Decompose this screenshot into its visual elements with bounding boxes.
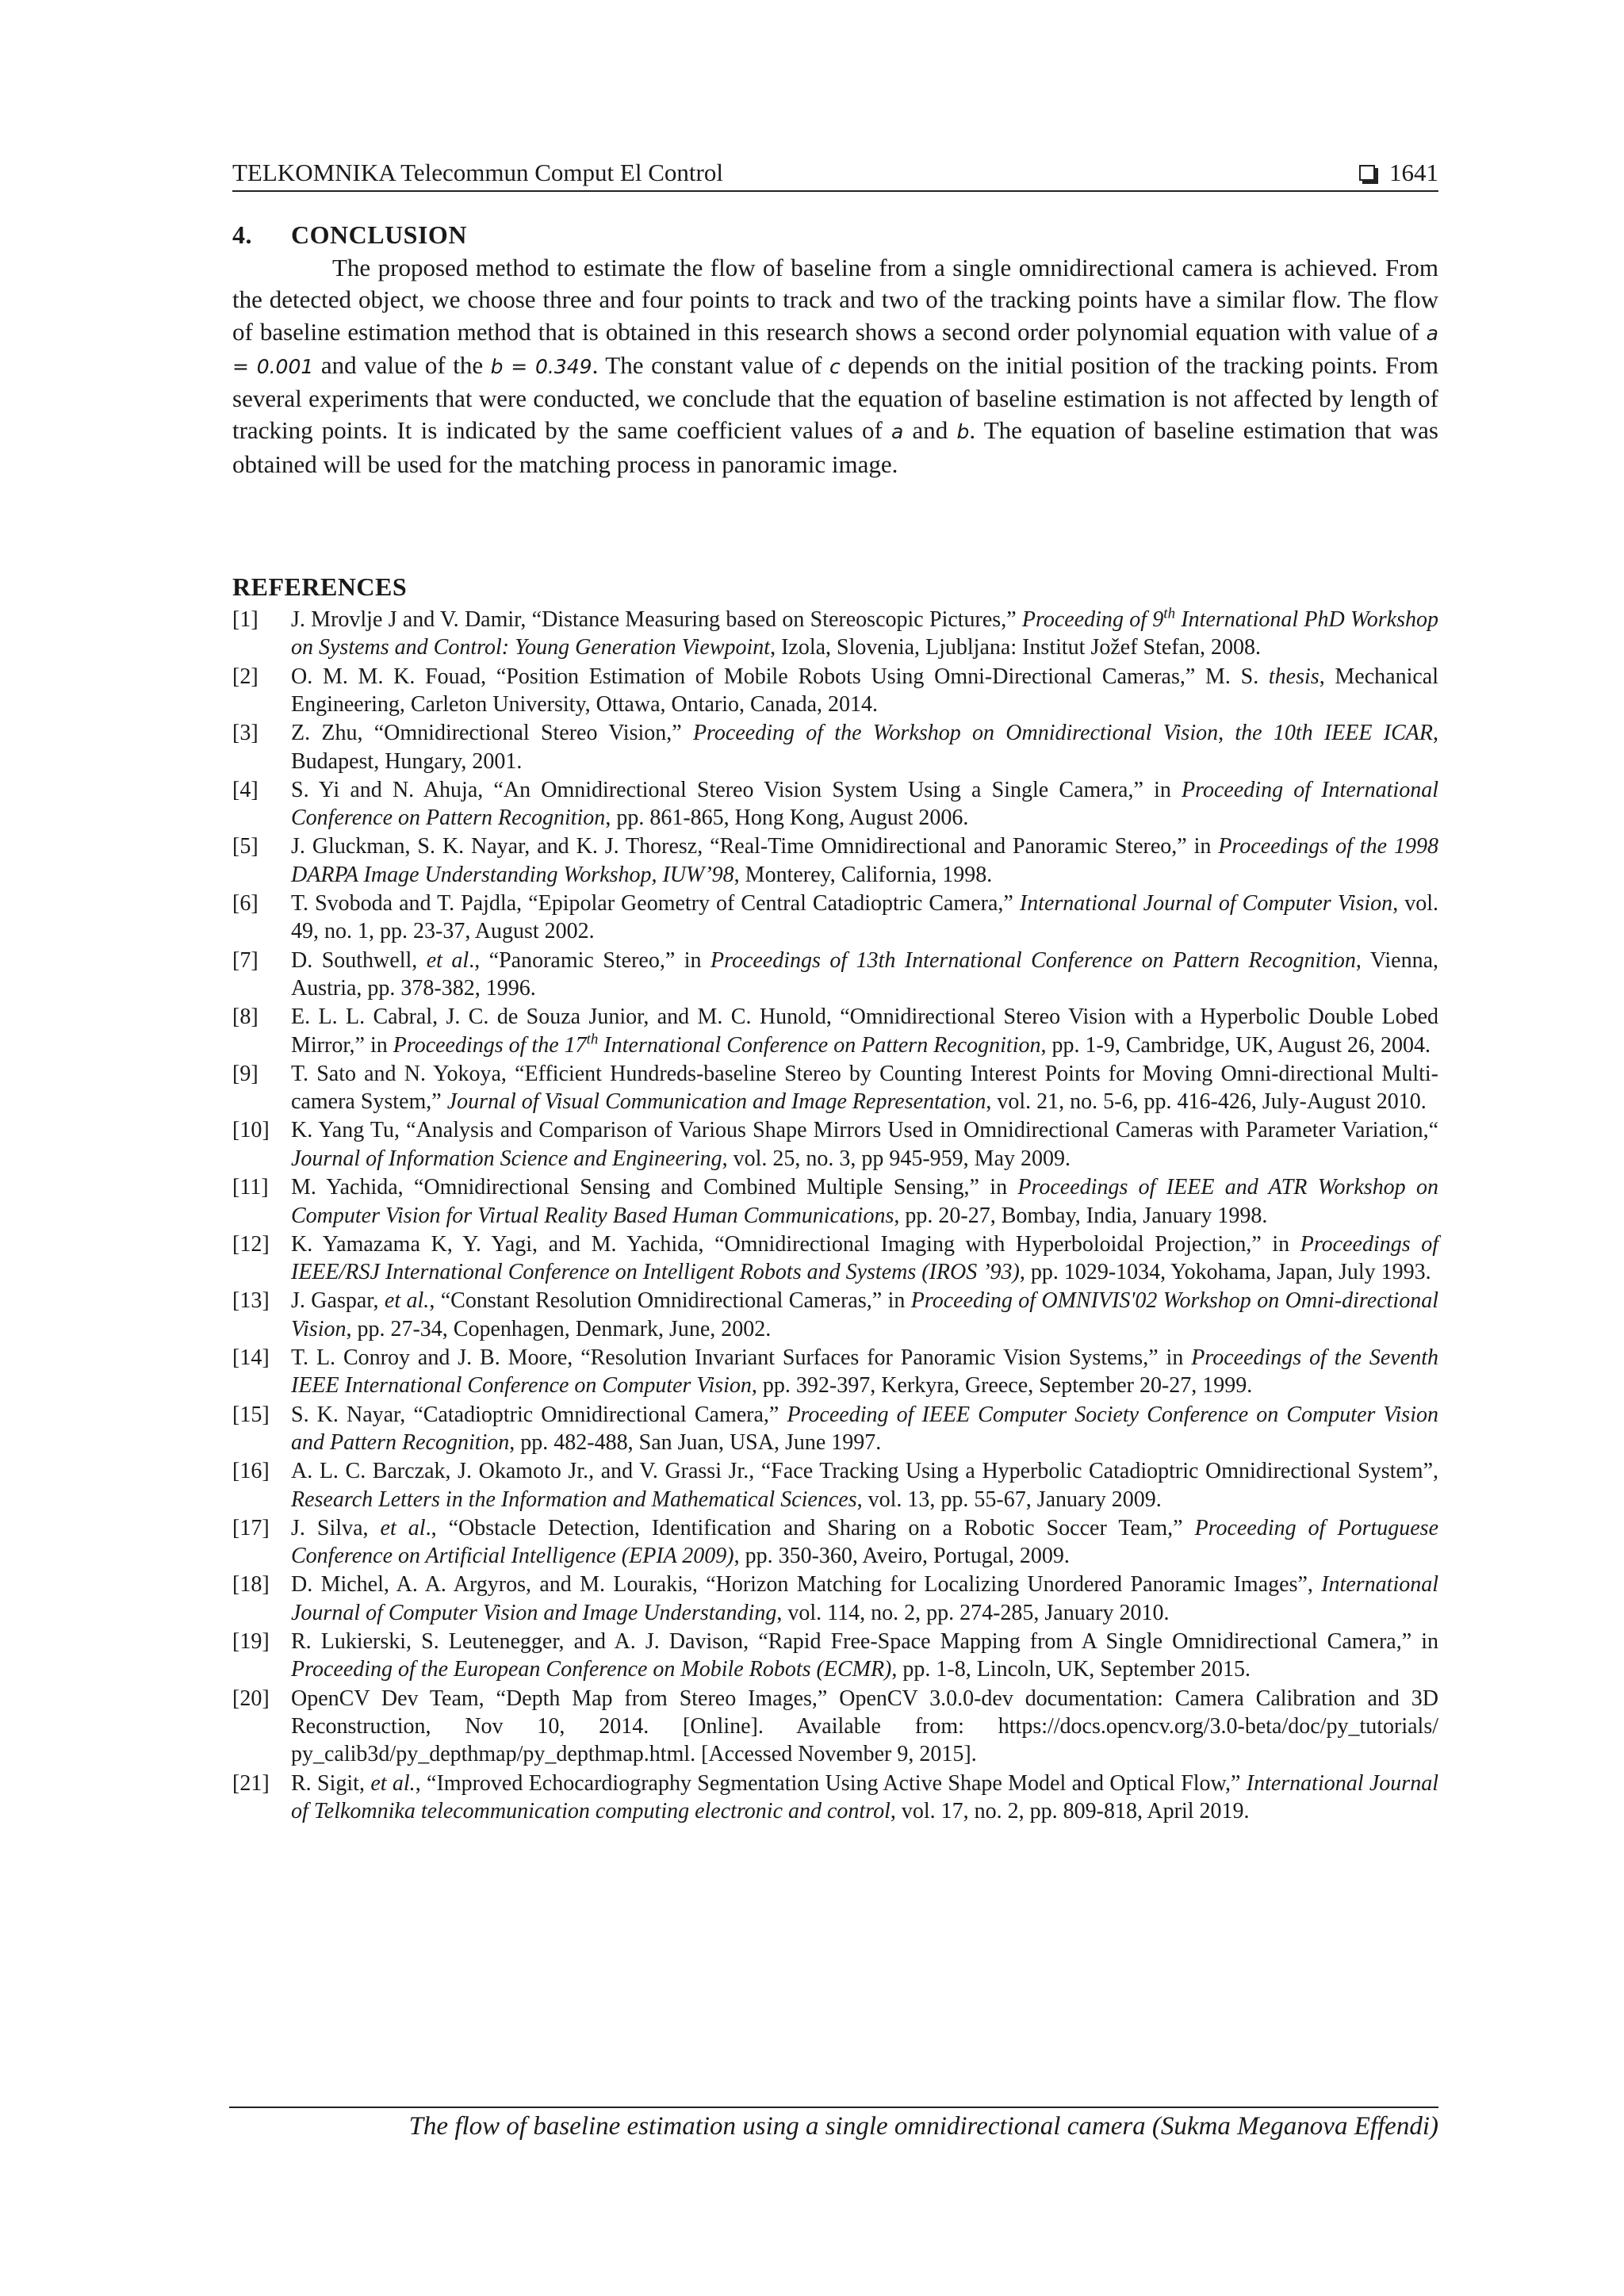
reference-item	[232, 1457, 1438, 1513]
reference-item	[232, 1287, 1438, 1343]
reference-item	[232, 1401, 1438, 1457]
reference-item	[232, 1230, 1438, 1287]
reference-number: [13]	[232, 1288, 270, 1314]
reference-item	[232, 1685, 1438, 1769]
reference-number: [10]	[232, 1118, 270, 1143]
reference-item	[232, 1003, 1438, 1059]
reference-text: E. L. L. Cabral, J. C. de Souza Junior, and M. C. Hunold, “Omnidirectional Stereo Vision with a Hyperbolic Double Lobed Mirror,” in Proceedings of the 17th International Conference on Pattern Recognition, pp. 1-9, Cambridge, UK, August 26, 2004.	[291, 1004, 1438, 1058]
reference-number: [18]	[232, 1572, 270, 1598]
reference-item	[232, 1571, 1438, 1627]
reference-number: [11]	[232, 1175, 269, 1200]
reference-item	[232, 1514, 1438, 1571]
reference-number: [1]	[232, 607, 259, 632]
conclusion-text: depends on the initial position of the tracking points. From several experiments that were conducted, we conclude that the equation of baseline estimation is not affected by length of tracking points. It is indicated by the same coefficient values of	[232, 350, 1438, 445]
reference-number: [2]	[232, 664, 259, 689]
reference-text: J. Gluckman, S. K. Nayar, and K. J. Thoresz, “Real-Time Omnidirectional and Panoramic Stereo,” in Proceedings of the 1998 DARPA Image Understanding Workshop, IUW’98, Monterey, California, 1998.	[291, 834, 1439, 887]
references-list	[232, 606, 1438, 1826]
journal-title: TELKOMNIKA Telecommun Comput El Control	[232, 159, 723, 186]
reference-text: O. M. M. K. Fouad, “Position Estimation of Mobile Robots Using Omni-Directional Cameras,” M. S. thesis, Mechanical Engineering, Carleton University, Ottawa, Ontario, Canada, 2014.	[291, 664, 1438, 718]
conclusion-text: and	[903, 416, 957, 445]
section-heading-conclusion	[232, 220, 467, 250]
reference-item	[232, 1116, 1438, 1173]
reference-item	[232, 606, 1438, 662]
references-heading: REFERENCES	[232, 572, 408, 601]
conclusion-paragraph	[232, 252, 1438, 480]
reference-number: [6]	[232, 891, 259, 916]
reference-item	[232, 1173, 1438, 1230]
reference-item	[232, 719, 1438, 775]
reference-item	[232, 1628, 1438, 1684]
reference-number: [19]	[232, 1628, 270, 1654]
reference-number: [14]	[232, 1345, 270, 1370]
variable-c: c	[829, 354, 841, 378]
section-title: CONCLUSION	[291, 220, 467, 249]
reference-number: [21]	[232, 1770, 270, 1796]
equation-a-value: a = 0.001	[232, 321, 1438, 378]
reference-text: T. L. Conroy and J. B. Moore, “Resolution Invariant Surfaces for Panoramic Vision Systems,” in Proceedings of the Seventh IEEE International Conference on Computer Vision, pp. 392-397, Kerkyra, Greece, September 20-27, 1999.	[291, 1345, 1438, 1399]
reference-text: Z. Zhu, “Omnidirectional Stereo Vision,” Proceeding of the Workshop on Omnidirectional Vision, the 10th IEEE ICAR, Budapest, Hungary, 2001.	[291, 721, 1439, 774]
reference-number: [4]	[232, 777, 259, 802]
reference-text: OpenCV Dev Team, “Depth Map from Stereo Images,” OpenCV 3.0.0-dev documentation: Camera Calibration and 3D Reconstruction, Nov 10, 2014. [Online]. Available from: https://docs.opencv.org/3.0-beta/doc/py_tutorials/ py_calib3d/py_depthmap/py_depthmap.html. [Accessed November 9, 2015].	[291, 1686, 1438, 1767]
reference-item	[232, 1770, 1438, 1826]
footer-divider	[229, 2107, 1438, 2108]
page-number: 1641	[1389, 159, 1438, 186]
reference-text: J. Silva, et al., “Obstacle Detection, Identification and Sharing on a Robotic Soccer Team,” Proceeding of Portuguese Conference on Artificial Intelligence (EPIA 2009), pp. 350-360, Aveiro, Portugal, 2009.	[291, 1515, 1438, 1569]
reference-text: A. L. C. Barczak, J. Okamoto Jr., and V. Grassi Jr., “Face Tracking Using a Hyperbolic Catadioptric Omnidirectional System”, Research Letters in the Information and Mathematical Sciences, vol. 13, pp. 55-67, January 2009.	[291, 1459, 1438, 1512]
reference-number: [17]	[232, 1515, 270, 1540]
reference-text: D. Michel, A. A. Argyros, and M. Lourakis, “Horizon Matching for Localizing Unordered Panoramic Images”, International Journal of Computer Vision and Image Understanding, vol. 114, no. 2, pp. 274-285, January 2010.	[291, 1572, 1438, 1625]
reference-text: S. Yi and N. Ahuja, “An Omnidirectional Stereo Vision System Using a Single Camera,” in Proceeding of International Conference on Pattern Recognition, pp. 861-865, Hong Kong, August 2006.	[291, 777, 1438, 831]
section-number: 4.	[232, 220, 252, 249]
equation-b-value: b = 0.349	[490, 354, 592, 378]
footer-running-title: The flow of baseline estimation using a single omnidirectional camera (Sukma Meganova Effendi)	[408, 2112, 1438, 2141]
reference-item	[232, 832, 1438, 889]
square-box-icon	[1359, 165, 1375, 181]
reference-text: T. Svoboda and T. Pajdla, “Epipolar Geometry of Central Catadioptric Camera,” International Journal of Computer Vision, vol. 49, no. 1, pp. 23-37, August 2002.	[291, 891, 1439, 944]
reference-number: [5]	[232, 834, 259, 859]
reference-item	[232, 776, 1438, 832]
variable-b: b	[956, 420, 970, 444]
reference-number: [7]	[232, 947, 259, 973]
reference-text: R. Sigit, et al., “Improved Echocardiography Segmentation Using Active Shape Model and Optical Flow,” International Journal of Telkomnika telecommunication computing electronic and control, vol. 17, no. 2, pp. 809-818, April 2019.	[291, 1770, 1438, 1823]
page-header	[232, 154, 1438, 192]
reference-number: [15]	[232, 1402, 270, 1427]
reference-item	[232, 663, 1438, 719]
conclusion-body	[232, 252, 1438, 480]
reference-text: K. Yamazama K, Y. Yagi, and M. Yachida, “Omnidirectional Imaging with Hyperboloidal Projection,” in Proceedings of IEEE/RSJ International Conference on Intelligent Robots and Systems (IROS ’93), pp. 1029-1034, Yokohama, Japan, July 1993.	[291, 1231, 1439, 1285]
reference-item	[232, 1344, 1438, 1400]
conclusion-text: . The equation of baseline estimation that was obtained will be used for the matching process in panoramic image.	[232, 416, 1438, 478]
reference-text: S. K. Nayar, “Catadioptric Omnidirectional Camera,” Proceeding of IEEE Computer Society Conference on Computer Vision and Pattern Recognition, pp. 482-488, San Juan, USA, June 1997.	[291, 1402, 1438, 1455]
variable-a: a	[891, 420, 904, 444]
reference-number: [9]	[232, 1061, 259, 1086]
conclusion-text: The proposed method to estimate the flow of baseline from a single omnidirectional camera is achieved. From the detected object, we choose three and four points to track and two of the tracking points have a similar flow. The flow of baseline estimation method that is obtained in this research shows a second order polynomial equation with value of	[232, 254, 1438, 346]
reference-number: [12]	[232, 1231, 270, 1257]
reference-text: T. Sato and N. Yokoya, “Efficient Hundreds-baseline Stereo by Counting Interest Points for Moving Omni-directional Multi-camera System,” Journal of Visual Communication and Image Representation, vol. 21, no. 5-6, pp. 416-426, July-August 2010.	[291, 1061, 1438, 1115]
reference-item	[232, 947, 1438, 1003]
reference-number: [8]	[232, 1004, 259, 1030]
conclusion-text: and value of the	[313, 350, 491, 379]
reference-item	[232, 1060, 1438, 1116]
reference-number: [16]	[232, 1459, 270, 1484]
reference-text: D. Southwell, et al., “Panoramic Stereo,” in Proceedings of 13th International Conference on Pattern Recognition, Vienna, Austria, pp. 378-382, 1996.	[291, 947, 1438, 1001]
reference-number: [20]	[232, 1686, 270, 1711]
reference-number: [3]	[232, 721, 259, 746]
reference-text: R. Lukierski, S. Leutenegger, and A. J. Davison, “Rapid Free-Space Mapping from A Single Omnidirectional Camera,” in Proceeding of the European Conference on Mobile Robots (ECMR), pp. 1-8, Lincoln, UK, September 2015.	[291, 1628, 1438, 1682]
reference-text: J. Mrovlje J and V. Damir, “Distance Measuring based on Stereoscopic Pictures,” Proceeding of 9th International PhD Workshop on Systems and Control: Young Generation Viewpoint, Izola, Slovenia, Ljubljana: Institut Jožef Stefan, 2008.	[291, 605, 1438, 660]
reference-text: K. Yang Tu, “Analysis and Comparison of Various Shape Mirrors Used in Omnidirectional Cameras with Parameter Variation,“ Journal of Information Science and Engineering, vol. 25, no. 3, pp 945-959, May 2009.	[291, 1118, 1438, 1171]
conclusion-text: . The constant value of	[592, 350, 829, 379]
page-number-group	[1359, 159, 1438, 187]
reference-text: M. Yachida, “Omnidirectional Sensing and Combined Multiple Sensing,” in Proceedings of IEEE and ATR Workshop on Computer Vision for Virtual Reality Based Human Communications, pp. 20-27, Bombay, India, January 1998.	[291, 1175, 1439, 1228]
reference-item	[232, 890, 1438, 946]
reference-text: J. Gaspar, et al., “Constant Resolution Omnidirectional Cameras,” in Proceeding of OMNIVIS'02 Workshop on Omni-directional Vision, pp. 27-34, Copenhagen, Denmark, June, 2002.	[291, 1288, 1438, 1341]
